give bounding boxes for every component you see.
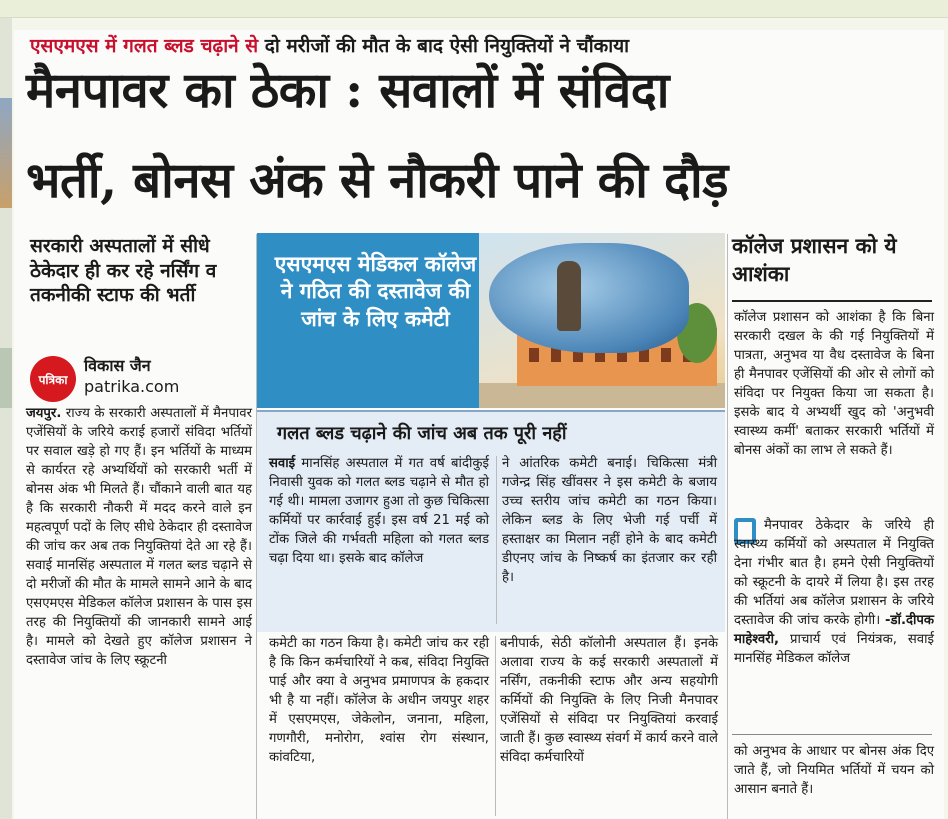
left-column-body: राज्य के सरकारी अस्पतालों में मैनपावर एजेंसियों के जरिये कराई हजारों संविदा भर्तियों पर सवाल खड़े हो गए हैं। इन भर्तियों के माध्यम से कार्यरत रहे अभ्यर्थियों को सरकारी भर्ती में बोनस अंक भी मिलते हैं। चौंकाने वाली बात यह है कि सरकारी नौकरी में मदद करने वाले इन महत्वपूर्ण पदों के लिए सीधे ठेकेदार ही दस्तावेज की जांच कर अब तक नियुक्तियां देते आ रहे हैं। सवाई मानसिंह अस्पताल में गलत ब्लड चढ़ाने से दो मरीजों की मौत के मामले सामने आने के बाद एसएमएस मेडिकल कॉलेज प्रशासन के पास इस तरह की नियुक्तियों की जानकारी सामने आई है। मामले को देखते हुए कॉलेज प्रशासन ने दस्तावेज जांच के लिए स्क्रूटनी <box>26 406 252 668</box>
column-divider <box>727 234 728 819</box>
box-column-1 <box>269 454 489 568</box>
quote-body: मैनपावर ठेकेदार के जरिये ही स्वास्थ्य कर्मियों को अस्पताल में नियुक्ति देना गंभीर बात है। हमने ऐसी नियुक्तियों को स्क्रूटनी के दायरे में लिया है। इस तरह की भर्तियां अब कॉलेज प्रशासन के जरिये दस्तावेज की जांच करके होगी। <box>734 518 934 628</box>
newspaper-page <box>14 30 944 819</box>
column-divider <box>495 636 496 816</box>
patrika-logo: पत्रिका <box>30 356 76 402</box>
feature-image <box>257 233 725 408</box>
quote-role: प्राचार्य एवं नियंत्रक, सवाई मानसिंह मेडिकल कॉलेज <box>734 632 934 666</box>
kicker <box>30 32 629 58</box>
left-column-text <box>26 404 252 670</box>
top-bar <box>0 0 948 18</box>
right-heading-rule <box>732 300 932 302</box>
subhead: सरकारी अस्पतालों में सीधे ठेकेदार ही कर रहे नर्सिंग व तकनीकी स्टाफ की भर्ती <box>30 235 217 307</box>
site-name: patrika.com <box>84 377 180 396</box>
quote-author: -डॉ.दीपक माहेश्वरी, <box>734 613 934 647</box>
box-headline: गलत ब्लड चढ़ाने की जांच अब तक पूरी नहीं <box>277 423 567 444</box>
headline-line-1: मैनपावर का ठेका : सवालों में संविदा <box>26 61 669 119</box>
middle-column-2: बनीपार्क, सेठी कॉलोनी अस्पताल हैं। इनके अलावा राज्य के कई सरकारी अस्पतालों में नर्सिंग, तकनीकी स्टाफ और अन्य सहयोगी कर्मियों की नियुक्ति के लिए निजी मैनपावर एजेंसियों से संविदा पर नियुक्तियां करवाई जाती हैं। कुछ स्वास्थ्य संवर्ग में कार्य करने वाले संविदा कर्मचारियों <box>500 636 718 765</box>
author-name: विकास जैन <box>84 356 151 375</box>
person-illustration <box>557 261 581 331</box>
sidebar-box <box>257 410 725 632</box>
box-lead: सवाई <box>269 456 296 471</box>
middle-column-1: कमेटी का गठन किया है। कमेटी जांच कर रही है कि किन कर्मचारियों ने कब, संविदा नियुक्ति पाई और क्या वे अनुभव प्रमाणपत्र के हकदार भी है या नहीं। कॉलेज के अधीन जयपुर शहर में एसएमएस, जेकेलोन, जनाना, महिला, गणगौरी, मनोरोग, श्वांस रोग संस्थान, कांवटिया, <box>269 636 489 765</box>
right-column-text-2: को अनुभव के आधार पर बोनस अंक दिए जाते हैं, जो नियमित भर्तियों में चयन को आसान बनाते हैं। <box>734 744 934 797</box>
kicker-text: दो मरीजों की मौत के बाद ऐसी नियुक्तियों ने चौंकाया <box>264 35 630 57</box>
byline <box>30 352 250 402</box>
right-separator <box>732 734 932 735</box>
box-divider <box>496 456 497 624</box>
feature-caption: एसएमएस मेडिकल कॉलेज ने गठित की दस्तावेज की जांच के लिए कमेटी <box>274 252 477 331</box>
right-column-text: कॉलेज प्रशासन को आशंका है कि बिना सरकारी दखल के की गई नियुक्तियों में पात्रता, अनुभव या वैध दस्तावेज के बिना ही मैनपावर एजेंसियों की ओर से लोगों को संविदा पर नियुक्त किया जा सकता है। इसके बाद ये अभ्यर्थी खुद को 'अनुभवी स्वास्थ्य कर्मी' बताकर सरकारी भर्तियों में बोनस अंकों का लाभ ले सकते हैं। <box>734 310 934 458</box>
kicker-highlight: एसएमएस में गलत ब्लड चढ़ाने से <box>30 35 259 57</box>
quote-text <box>734 516 934 668</box>
left-edge-strip <box>0 18 12 819</box>
box-column-2: ने आंतरिक कमेटी बनाई। चिकित्सा मंत्री गजेन्द्र सिंह खींवसर ने इस कमेटी के बजाय उच्च स्तरीय जांच कमेटी का गठन किया। लेकिन ब्लड के लिए भेजी गई पर्ची में हस्ताक्षर का मिलान नहीं होने के बाद कमेटी डीएनए जांच के निष्कर्ष का इंतजार कर रही है। <box>502 456 717 585</box>
box-column-1-body: मानसिंह अस्पताल में गत वर्ष बांदीकुई निवासी युवक को गलत ब्लड चढ़ाने से मौत हो गई थी। मामला उजागर हुआ तो कुछ चिकित्सा कर्मियों पर कार्रवाई हुई। इस वर्ष 21 मई को टोंक जिले की गर्भवती महिला को गलत ब्लड चढ़ा दिया था। इसके बाद कॉलेज <box>269 456 489 566</box>
right-heading: कॉलेज प्रशासन को ये आशंका <box>732 234 897 287</box>
headline-line-2: भर्ती, बोनस अंक से नौकरी पाने की दौड़ <box>26 151 728 209</box>
dateline: जयपुर. <box>26 406 62 421</box>
